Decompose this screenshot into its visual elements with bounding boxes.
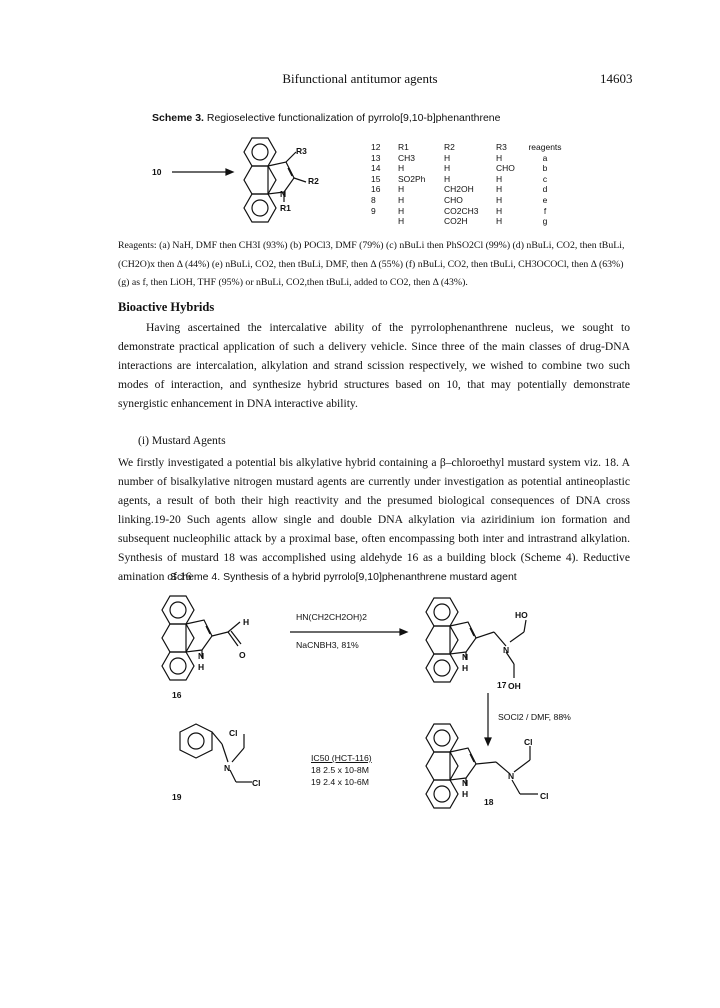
start-compound-label: 10 xyxy=(152,167,162,177)
subsection-heading: (i) Mustard Agents xyxy=(138,434,226,447)
section-heading: Bioactive Hybrids xyxy=(118,300,215,314)
c18-chlorine-bottom: Cl xyxy=(540,791,549,801)
table-cell: H xyxy=(398,194,405,205)
table-cell: 15 xyxy=(371,173,381,184)
c16-nitrogen: N xyxy=(198,651,205,661)
compound-19-label: 19 xyxy=(172,792,182,802)
table-cell: f xyxy=(543,205,547,216)
table-cell: a xyxy=(542,152,548,163)
paragraph-1: Having ascertained the intercalative ability of the pyrrolophenanthrene nucleus, we sought to demonstrate practical application of such a delivery vehicle. Since three of the main classes of drug-DNA interactions are intercalation, alkylation and strand scission respectively, we wished to combine two such modes of interaction, and synthesize hybrid structures based on 10, that may potentially demonstrate synergistic enhancement in DNA interactive ability. xyxy=(118,321,630,410)
c16-nh: H xyxy=(198,662,205,672)
c18-pyrrole-n: N xyxy=(462,778,469,788)
table-cell: CH3 xyxy=(398,152,416,163)
page-number: 14603 xyxy=(600,71,633,86)
compound-18-label: 18 xyxy=(484,797,494,807)
compound-18-structure xyxy=(422,718,572,828)
table-cell: 14 xyxy=(371,163,381,174)
table-cell: H xyxy=(398,184,405,195)
table-cell: 13 xyxy=(371,152,381,163)
table-cell: 12 xyxy=(371,142,381,152)
table-cell: H xyxy=(496,173,503,184)
table-header-r2: R2 xyxy=(444,142,455,152)
c18-nh: H xyxy=(462,789,469,799)
ic50-table xyxy=(311,752,372,788)
table-cell: H xyxy=(496,194,503,205)
table-cell: CO2CH3 xyxy=(444,205,479,216)
table-cell: 9 xyxy=(371,205,376,216)
table-header-r3: R3 xyxy=(496,142,507,152)
table-header-r1: R1 xyxy=(398,142,409,152)
compound-17-label: 17 xyxy=(497,680,507,690)
c17-hydroxyl-top: HO xyxy=(515,610,528,620)
table-cell: 8 xyxy=(371,194,376,205)
compound-17-structure xyxy=(422,592,562,702)
table-cell: CO2H xyxy=(444,216,468,227)
c17-pyrrole-n: N xyxy=(462,652,469,662)
c17-amine-n: N xyxy=(503,645,510,655)
table-cell: H xyxy=(444,163,451,174)
table-cell: SO2Ph xyxy=(398,173,426,184)
table-cell: H xyxy=(496,205,503,216)
reagents-footnote: Reagents: (a) NaH, DMF then CH3I (93%) (b) POCl3, DMF (79%) (c) nBuLi then PhSO2Cl (99%) (d) nBuLi, CO2, then tBuLi, (CH2O)x then Δ (44%) (e) nBuLi, CO2, then tBuLi, DMF, then Δ (55%) (f) nBuLi, CO2, then tBuLi, CH3OCOCl, then Δ (63%) (g) as f, then LiOH, THF (95%) or nBuLi, CO2,then tBuLi, added to CO2, then Δ (43%). xyxy=(118,240,625,288)
scheme3-caption-text: Regioselective functionalization of pyrrolo[9,10-b]phenanthrene xyxy=(206,112,501,124)
table-cell: b xyxy=(542,163,548,174)
table-cell: g xyxy=(542,216,548,227)
table-cell: d xyxy=(542,184,548,195)
paragraph-2: We firstly investigated a potential bis alkylative hybrid containing a β–chloroethyl mustard system viz. 18. A number of bisalkylative nitrogen mustard agents are currently under investigation as potential antineoplastic agents, a result of both their high reactivity and the presumed biological consequences of DNA cross linking.19-20 Such agents allow single and double DNA alkylation via aziridinium ion formation and subsequent nucleophilic attack by a proximal base, often encompassing both inter and intrastrand alkylation. Synthesis of mustard 18 was accomplished using aldehyde 16 as a building block (Scheme 4). Reductive amination of 16 xyxy=(118,456,630,583)
c17-hydroxyl-bottom: OH xyxy=(508,681,521,691)
table-header-reagents: reagents xyxy=(528,142,562,152)
step1-conditions: NaCNBH3, 81% xyxy=(296,640,359,650)
table-cell: H xyxy=(496,216,503,227)
c16-oxygen: O xyxy=(239,650,246,660)
ic50-row-19: 19 2.4 x 10-6M xyxy=(311,777,369,787)
scheme3-caption-label: Scheme 3. xyxy=(152,112,204,124)
c19-nitrogen: N xyxy=(224,763,231,773)
r2-label: R2 xyxy=(308,176,319,186)
r3-label: R3 xyxy=(296,146,307,156)
n-label: N xyxy=(280,189,287,199)
c18-amine-n: N xyxy=(508,771,515,781)
table-cell: H xyxy=(398,205,405,216)
table-cell: H xyxy=(444,173,451,184)
c17-nh: H xyxy=(462,663,469,673)
table-cell: CHO xyxy=(496,163,515,174)
c18-chlorine-top: Cl xyxy=(524,737,533,747)
running-title: Bifunctional antitumor agents xyxy=(282,71,438,86)
table-cell: H xyxy=(496,152,503,163)
ic50-row-18: 18 2.5 x 10-8M xyxy=(311,765,369,775)
scheme4-caption: Scheme 4. Synthesis of a hybrid pyrrolo[9,10]phenanthrene mustard agent xyxy=(170,571,517,583)
table-cell: CH2OH xyxy=(444,184,474,195)
table-cell: H xyxy=(398,163,405,174)
ic50-header: IC50 (HCT-116) xyxy=(311,753,372,763)
table-cell: H xyxy=(398,216,405,227)
c16-aldehyde-h: H xyxy=(243,617,250,627)
table-cell: H xyxy=(444,152,451,163)
c19-chlorine-top: Cl xyxy=(229,728,238,738)
table-cell: 16 xyxy=(371,184,381,195)
r1-label: R1 xyxy=(280,203,291,213)
table-cell: CHO xyxy=(444,194,463,205)
table-cell: H xyxy=(496,184,503,195)
c19-chlorine-bottom: Cl xyxy=(252,778,261,788)
step2-conditions: SOCl2 / DMF, 88% xyxy=(498,712,571,722)
compound-16-label: 16 xyxy=(172,690,182,700)
table-cell: e xyxy=(542,194,548,205)
table-cell: c xyxy=(542,173,548,184)
step1-reagent: HN(CH2CH2OH)2 xyxy=(296,612,367,622)
